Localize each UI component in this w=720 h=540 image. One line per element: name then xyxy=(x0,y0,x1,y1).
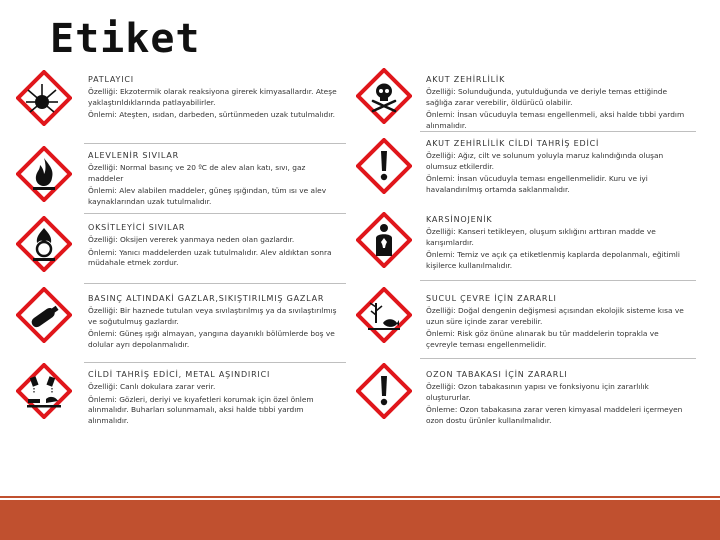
hazard-property: Özelliği: Canlı dokulara zarar verir. xyxy=(88,382,216,392)
hazard-heading: KARSİNOJENİK xyxy=(426,215,493,224)
skull-crossbones-icon xyxy=(356,68,412,124)
health-hazard-icon xyxy=(356,212,412,268)
hazard-property: Özelliği: Bir haznede tutulan veya sıvılaştırılmış ya da sıvılaştırılmış ve soğutulmuş gazlardır. xyxy=(88,306,337,326)
hazard-heading: CİLDİ TAHRİŞ EDİCİ, METAL AŞINDIRICI xyxy=(88,370,271,379)
hazard-flammable xyxy=(88,150,338,207)
hazard-heading: SUCUL ÇEVRE İÇİN ZARARLI xyxy=(426,294,557,303)
hazard-property: Özelliği: Doğal dengenin değişmesi açısından ekolojik sisteme kısa ve uzun süre içinde zarar verebilir. xyxy=(426,306,684,326)
hazard-heading: AKUT ZEHİRLİLİK CİLDİ TAHRİŞ EDİCİ xyxy=(426,139,600,148)
hazard-heading: OKSİTLEYİCİ SIVILAR xyxy=(88,223,186,232)
hazard-property: Özelliği: Normal basınç ve 20 ºC de alev alan katı, sıvı, gaz maddeler xyxy=(88,163,306,183)
divider xyxy=(84,283,346,284)
hazard-carcinogenic xyxy=(426,214,688,271)
divider xyxy=(84,213,346,214)
gas-cylinder-icon xyxy=(16,287,72,343)
hazard-environment xyxy=(426,293,688,350)
flame-over-circle-icon xyxy=(16,216,72,272)
footer-accent-line xyxy=(0,496,720,498)
ozone-exclamation-icon xyxy=(356,363,412,419)
divider xyxy=(84,143,346,144)
divider xyxy=(420,131,696,132)
hazard-explosive xyxy=(88,74,338,121)
hazard-heading: PATLAYICI xyxy=(88,75,134,84)
hazard-precaution: Önlemi: Ateşten, ısıdan, darbeden, sürtünmeden uzak tutulmalıdır. xyxy=(88,110,336,120)
flame-icon xyxy=(16,146,72,202)
hazard-acute-toxicity xyxy=(426,74,688,131)
hazard-oxidizing xyxy=(88,222,338,269)
hazard-precaution: Önlemi: İnsan vücuduyla teması engellenmeli, aksi halde tıbbi yardım alınmalıdır. xyxy=(426,110,685,130)
hazard-property: Özelliği: Kanseri tetikleyen, oluşum sıklığını arttıran madde ve karışımlardır. xyxy=(426,227,656,247)
hazard-property: Özelliği: Solunduğunda, yutulduğunda ve deriyle temas ettiğinde sağlığa zarar verebilir, öldürücü olabilir. xyxy=(426,87,668,107)
hazard-precaution: Önlemi: Temiz ve açık ça etiketlenmiş kaplarda depolanmalı, eğitimli kişilerce kullanılmalıdır. xyxy=(426,250,680,270)
hazard-property: Özelliği: Oksijen vererek yanmaya neden olan gazlardır. xyxy=(88,235,295,245)
hazard-precaution: Önlemi: Gözleri, deriyi ve kıyafetleri korumak için özel önlem alınmalıdır. Buharları solunmamalı, aksi halde tıbbi yardım alınmalıdır. xyxy=(88,394,314,425)
hazard-property: Özelliği: Ozon tabakasının yapısı ve fonksiyonu için zararlılık oluştururlar. xyxy=(426,382,649,402)
hazard-heading: ALEVLENİR SIVILAR xyxy=(88,151,179,160)
footer-accent-bar xyxy=(0,500,720,540)
exploding-bomb-icon xyxy=(16,70,72,126)
hazard-heading: OZON TABAKASI İÇİN ZARARLI xyxy=(426,370,568,379)
hazard-property: Özelliği: Ekzotermik olarak reaksiyona girerek kimyasallardır. Ateşe yaklaştırıldıklarında patlayabilirler. xyxy=(88,87,337,107)
hazard-precaution: Önlemi: Alev alabilen maddeler, güneş ışığından, tüm ısı ve alev kaynaklarından uzak tutulmalıdır. xyxy=(88,186,327,206)
hazard-precaution: Önlemi: Risk göz önüne alınarak bu tür maddelerin toprakla ve çevreyle teması engellenmelidir. xyxy=(426,329,659,349)
hazard-heading: BASINÇ ALTINDAKİ GAZLAR,SIKIŞTIRILMIŞ GAZLAR xyxy=(88,294,325,303)
hazard-irritant xyxy=(426,138,688,195)
divider xyxy=(420,280,696,281)
hazard-precaution: Önlemi: İnsan vücuduyla teması engellenmelidir. Kuru ve iyi havalandırılmış ortamda saklanmalıdır. xyxy=(426,174,648,194)
hazard-precaution: Önlemi: Yanıcı maddelerden uzak tutulmalıdır. Alev aldıktan sonra müdahale etmek zordur. xyxy=(88,247,332,268)
hazard-ozone xyxy=(426,369,688,426)
hazard-corrosive xyxy=(88,369,338,426)
hazard-precaution: Önlemi: Güneş ışığı almayan, yangına dayanıklı bölümlerde boş ve dolular ayrı depolanmalıdır. xyxy=(88,329,335,349)
hazard-heading: AKUT ZEHİRLİLİK xyxy=(426,75,506,84)
exclamation-mark-icon xyxy=(356,138,412,194)
corrosion-icon xyxy=(16,363,72,419)
page-title: Etiket xyxy=(50,16,201,62)
hazard-precaution: Önleme: Ozon tabakasına zarar veren kimyasal maddeleri içermeyen ozon dostu ürünler kullanılmalıdır. xyxy=(426,405,683,425)
divider xyxy=(84,362,346,363)
environment-icon xyxy=(356,287,412,343)
divider xyxy=(420,358,696,359)
hazard-gas-pressure xyxy=(88,293,338,350)
hazard-property: Özelliği: Ağız, cilt ve solunum yoluyla maruz kalındığında oluşan olumsuz etkilerdir. xyxy=(426,151,664,171)
